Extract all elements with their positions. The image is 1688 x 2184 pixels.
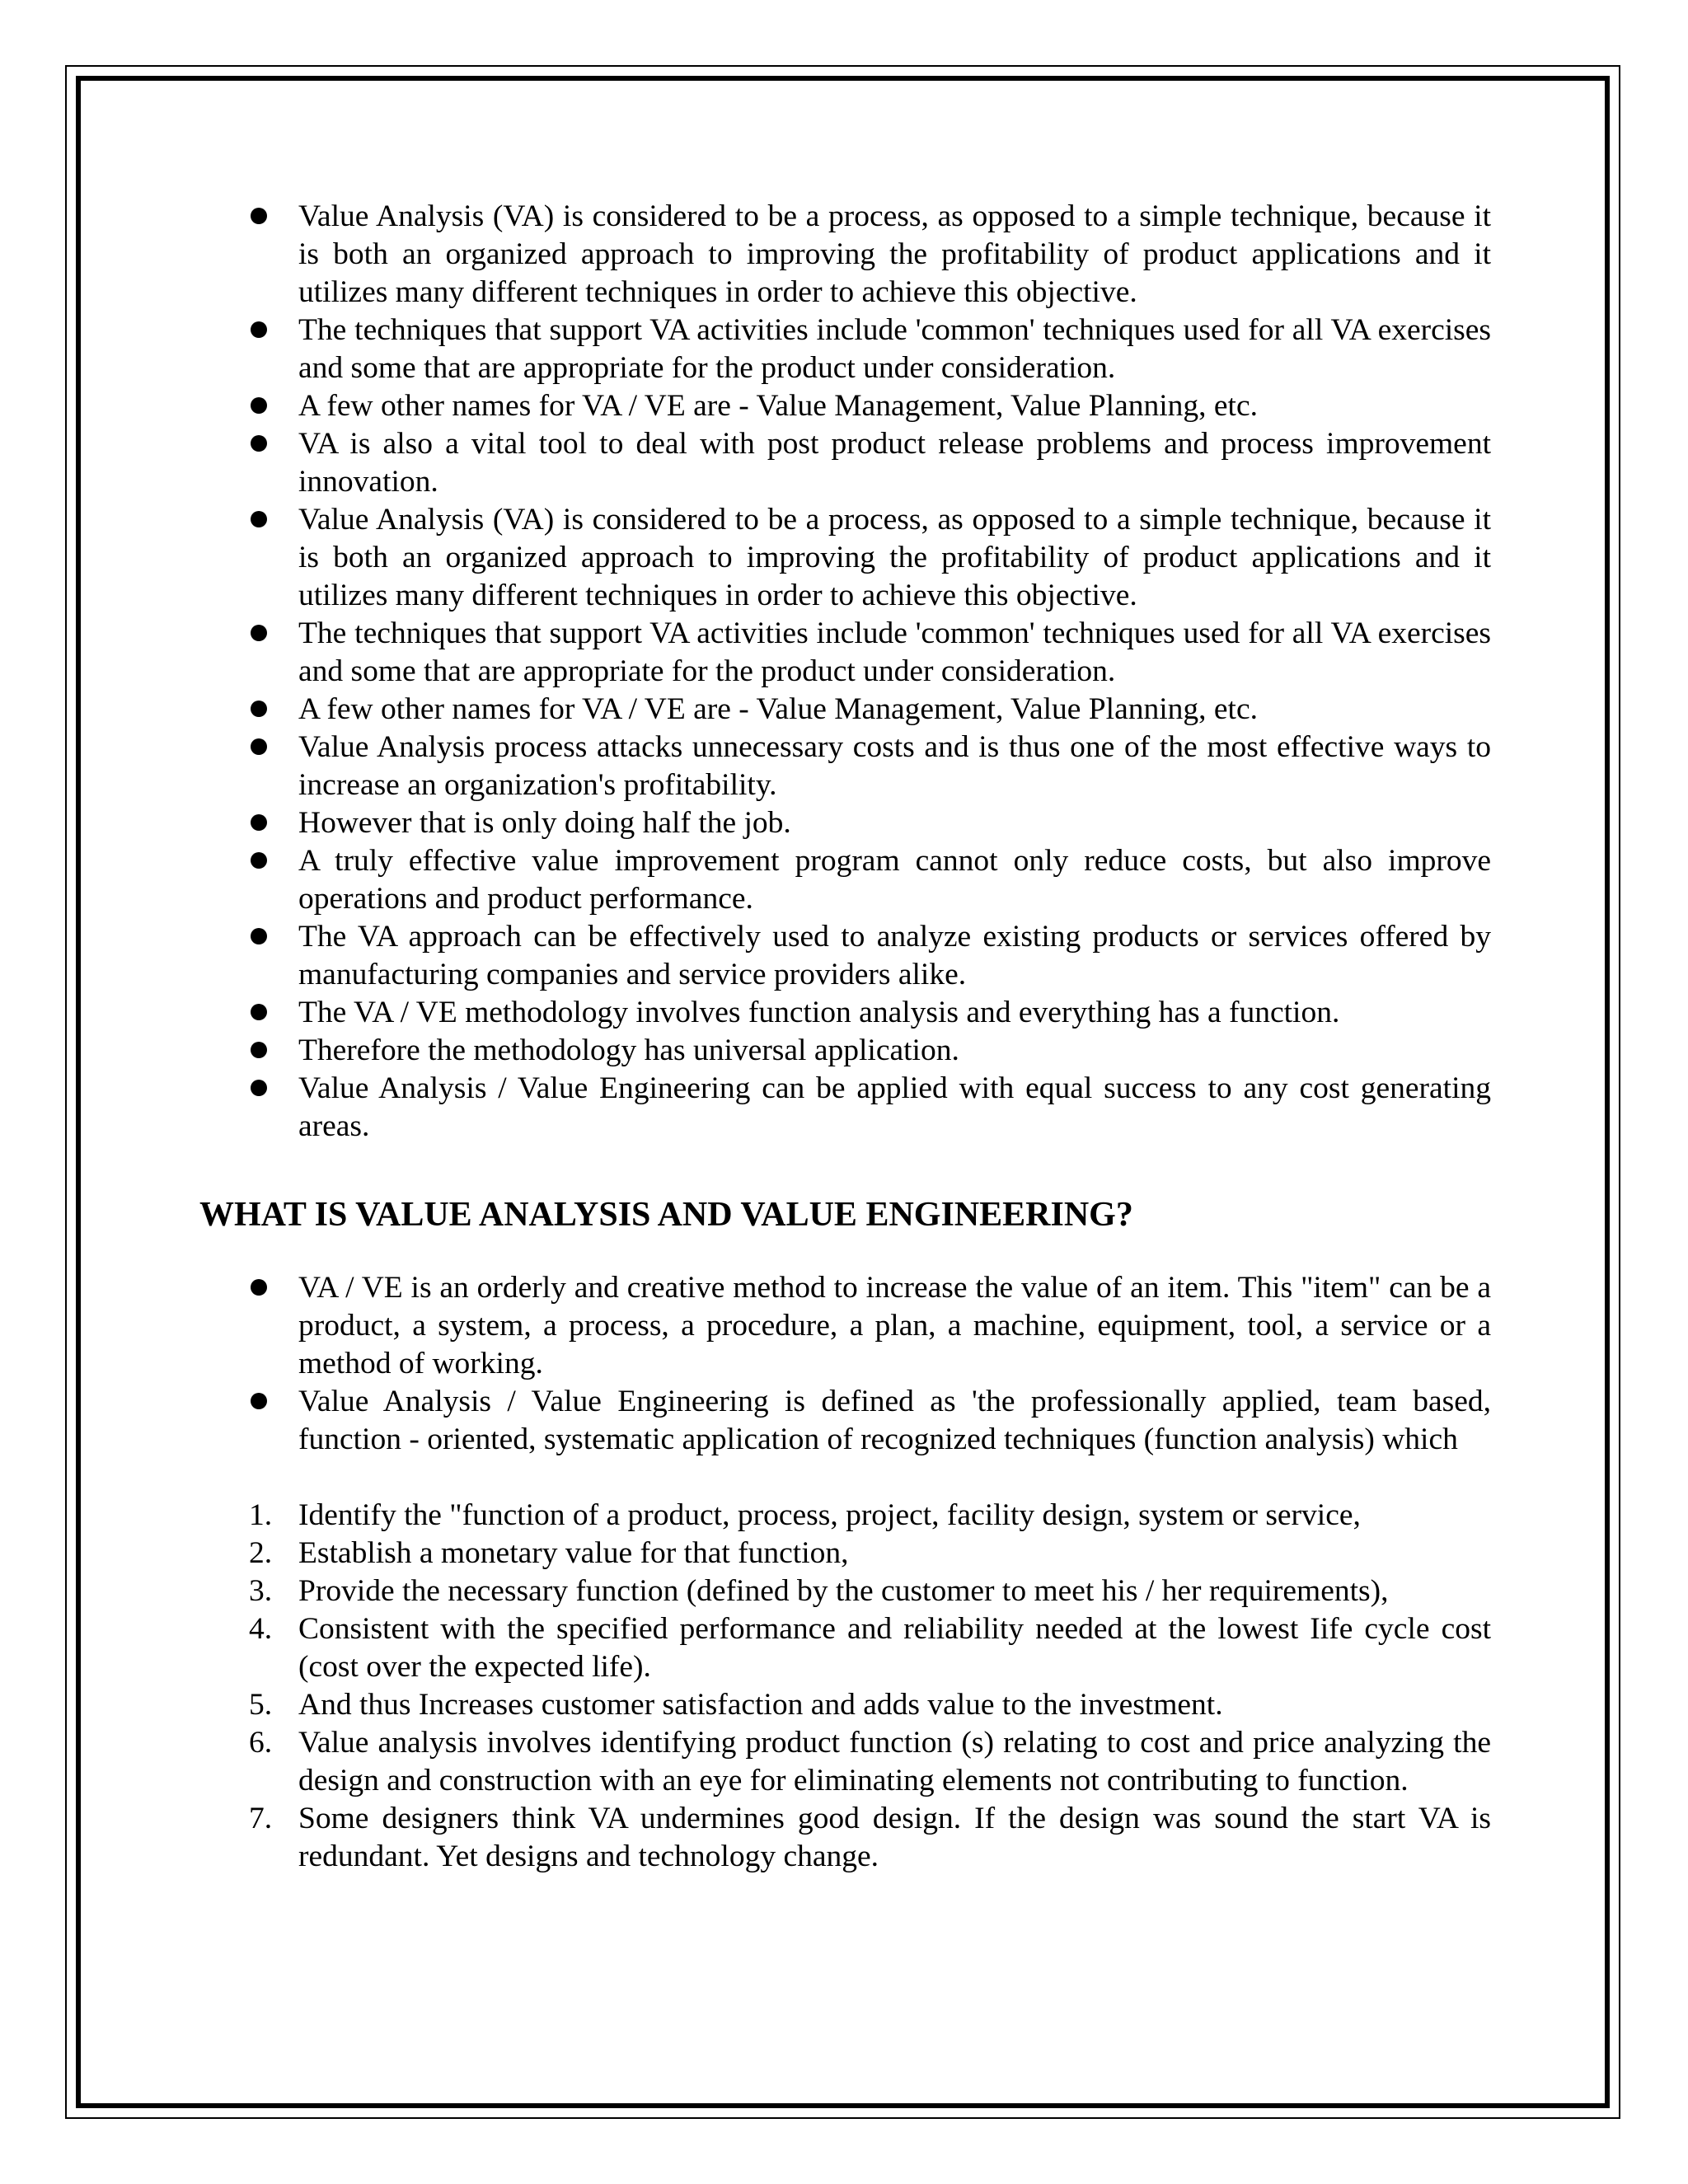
list-item-text: Value Analysis / Value Engineering can be applied with equal success to any cost generating areas. <box>298 1071 1491 1143</box>
list-item-text: The techniques that support VA activities include 'common' techniques used for all VA exercises and some that are appropriate for the product under consideration. <box>298 616 1491 688</box>
document-body <box>199 198 1491 1876</box>
list-item-text: Therefore the methodology has universal application. <box>298 1033 959 1067</box>
list-item <box>199 918 1491 994</box>
item-number: 7. <box>249 1802 273 1835</box>
bullet-icon <box>251 208 267 224</box>
list-item-text: A few other names for VA / VE are - Value Management, Value Planning, etc. <box>298 692 1258 726</box>
list-item <box>199 1269 1491 1383</box>
list-item <box>199 1383 1491 1459</box>
bullet-icon <box>251 928 267 944</box>
numbered-item <box>199 1610 1491 1686</box>
list-item <box>199 1032 1491 1070</box>
list-item-text: VA / VE is an orderly and creative method to increase the value of an item. This "item" can be a product, a system, a process, a procedure, a plan, a machine, equipment, tool, a service or a method of working. <box>298 1271 1491 1380</box>
list-item <box>199 615 1491 691</box>
bullet-icon <box>251 321 267 338</box>
bullet-icon <box>251 701 267 717</box>
list-item <box>199 729 1491 804</box>
bullet-icon <box>251 435 267 452</box>
definition-bullet-list <box>199 1269 1491 1459</box>
bullet-icon <box>251 814 267 831</box>
intro-bullet-list <box>199 198 1491 1146</box>
bullet-icon <box>251 1042 267 1058</box>
list-item-text: However that is only doing half the job. <box>298 806 791 840</box>
list-item-text: The techniques that support VA activities include 'common' techniques used for all VA exercises and some that are appropriate for the product under consideration. <box>298 313 1491 385</box>
bullet-icon <box>251 1393 267 1409</box>
list-item <box>199 198 1491 312</box>
bullet-icon <box>251 1279 267 1296</box>
section-heading: WHAT IS VALUE ANALYSIS AND VALUE ENGINEERING? <box>199 1196 1133 1234</box>
list-item-text: Value Analysis / Value Engineering is defined as 'the professionally applied, team based, function - oriented, systematic application of recognized techniques (function analysis) which <box>298 1385 1491 1456</box>
numbered-item-text: And thus Increases customer satisfaction and adds value to the investment. <box>298 1688 1223 1722</box>
list-item <box>199 425 1491 501</box>
list-item-text: A truly effective value improvement program cannot only reduce costs, but also improve operations and product performance. <box>298 844 1491 916</box>
numbered-item-text: Value analysis involves identifying product function (s) relating to cost and price analyzing the design and construction with an eye for eliminating elements not contributing to function. <box>298 1726 1491 1797</box>
numbered-item <box>199 1572 1491 1610</box>
numbered-item-text: Establish a monetary value for that function, <box>298 1536 849 1570</box>
numbered-list <box>199 1497 1491 1876</box>
bullet-icon <box>251 1004 267 1020</box>
list-item <box>199 387 1491 425</box>
numbered-item-text: Provide the necessary function (defined by the customer to meet his / her requirements), <box>298 1574 1389 1608</box>
bullet-icon <box>251 397 267 414</box>
list-item-text: Value Analysis process attacks unnecessary costs and is thus one of the most effective ways to increase an organization's profitability. <box>298 730 1491 802</box>
item-number: 5. <box>249 1688 273 1722</box>
item-number: 2. <box>249 1536 273 1570</box>
bullet-icon <box>251 511 267 527</box>
numbered-item <box>199 1724 1491 1800</box>
item-number: 4. <box>249 1612 273 1646</box>
item-number: 3. <box>249 1574 273 1608</box>
list-item <box>199 691 1491 729</box>
list-item-text: The VA approach can be effectively used to analyze existing products or services offered by manufacturing companies and service providers alike. <box>298 920 1491 991</box>
numbered-item <box>199 1800 1491 1876</box>
list-item <box>199 994 1491 1032</box>
bullet-icon <box>251 1080 267 1096</box>
list-item-text: Value Analysis (VA) is considered to be a process, as opposed to a simple technique, because it is both an organized approach to improving the profitability of product applications and it utilizes many different techniques in order to achieve this objective. <box>298 199 1491 309</box>
bullet-icon <box>251 852 267 869</box>
numbered-item <box>199 1535 1491 1572</box>
numbered-item-text: Some designers think VA undermines good design. If the design was sound the start VA is redundant. Yet designs and technology change. <box>298 1802 1491 1873</box>
list-item <box>199 804 1491 842</box>
list-item-text: The VA / VE methodology involves function analysis and everything has a function. <box>298 996 1340 1029</box>
list-item <box>199 842 1491 918</box>
list-item <box>199 312 1491 387</box>
numbered-item <box>199 1497 1491 1535</box>
list-item <box>199 501 1491 615</box>
numbered-item-text: Consistent with the specified performance and reliability needed at the lowest Iife cycle cost (cost over the expected life). <box>298 1612 1491 1684</box>
numbered-item <box>199 1686 1491 1724</box>
numbered-item-text: Identify the "function of a product, process, project, facility design, system or service, <box>298 1498 1361 1532</box>
list-item <box>199 1070 1491 1146</box>
bullet-icon <box>251 738 267 755</box>
bullet-icon <box>251 625 267 641</box>
list-item-text: Value Analysis (VA) is considered to be a process, as opposed to a simple technique, because it is both an organized approach to improving the profitability of product applications and it utilizes many different techniques in order to achieve this objective. <box>298 503 1491 612</box>
item-number: 1. <box>249 1498 273 1532</box>
list-item-text: VA is also a vital tool to deal with post product release problems and process improvement innovation. <box>298 427 1491 499</box>
list-item-text: A few other names for VA / VE are - Value Management, Value Planning, etc. <box>298 389 1258 423</box>
item-number: 6. <box>249 1726 273 1760</box>
